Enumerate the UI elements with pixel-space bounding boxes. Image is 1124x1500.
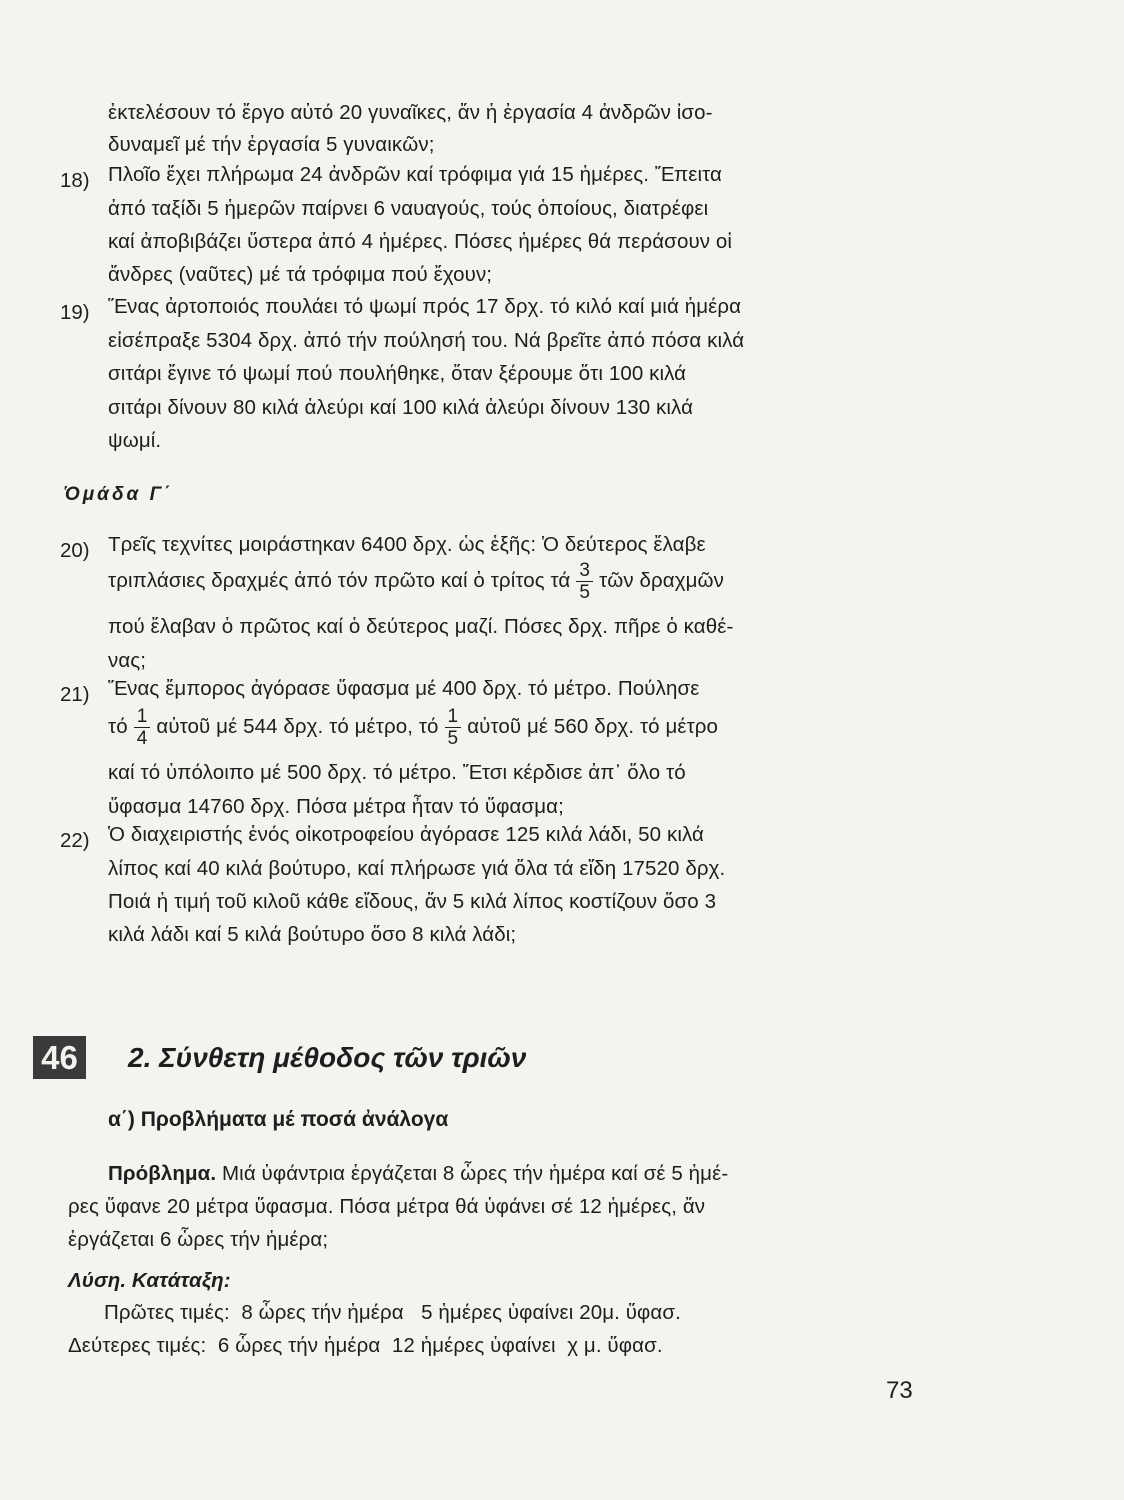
text-line: σιτάρι ἔγινε τό ψωμί πού πουλήθηκε, ὅταν ξέρουμε ὅτι 100 κιλά [108,362,687,385]
fraction [134,706,151,749]
text-line: Ποιά ἡ τιμή τοῦ κιλοῦ κάθε εἴδους, ἄν 5 κιλά λίπος κοστίζουν ὅσο 3 [108,890,717,913]
text-segment: Μιά ὑφάντρια ἐργάζεται 8 ὧρες τήν ἡμέρα καί σέ 5 ἡμέ- [216,1162,729,1185]
text-segment: αὐτοῦ μέ 544 δρχ. τό μέτρο, τό [156,714,439,738]
text-line: ἄνδρες (ναῦτες) μέ τά τρόφιμα πού ἔχουν; [108,263,493,286]
text-line: καί τό ὑπόλοιπο μέ 500 δρχ. τό μέτρο. Ἔτσι κέρδισε ἀπ᾿ ὅλο τό [108,761,686,784]
fraction-numerator: 3 [576,560,593,582]
subsection-title: α΄) Προβλήματα μέ ποσά ἀνάλογα [108,1108,449,1131]
text-line: Πλοῖο ἔχει πλήρωμα 24 ἀνδρῶν καί τρόφιμα γιά 15 ἡμέρες. Ἔπειτα [108,163,722,186]
fraction-denominator: 5 [447,728,459,749]
text-segment: τό [108,714,128,738]
text-line: Ἕνας ἔμπορος ἀγόρασε ὕφασμα μέ 400 δρχ. τό μέτρο. Πούλησε [108,677,700,700]
text-line-with-fractions [108,706,718,749]
text-line: πού ἔλαβαν ὁ πρῶτος καί ὁ δεύτερος μαζί. Πόσες δρχ. πῆρε ὁ καθέ- [108,615,734,638]
fraction-denominator: 4 [136,728,148,749]
text-line: ἐκτελέσουν τό ἔργο αὐτό 20 γυναῖκες, ἄν ἡ ἐργασία 4 ἀνδρῶν ἰσο- [108,101,713,124]
text-segment: αὐτοῦ μέ 560 δρχ. τό μέτρο [467,714,719,738]
solution-label: Λύση. Κατάταξη: [68,1269,231,1292]
text-line: Ὁ διαχειριστής ἑνός οἰκοτροφείου ἀγόρασε 125 κιλά λάδι, 50 κιλά [108,823,704,846]
text-line: ἀπό ταξίδι 5 ἡμερῶν παίρνει 6 ναυαγούς, τούς ὁποίους, διατρέφει [108,197,709,220]
problem-number-22: 22) [60,829,90,852]
text-line: ψωμί. [108,429,162,452]
section-title: 2. Σύνθετη μέθοδος τῶν τριῶν [128,1042,527,1073]
fraction-numerator: 1 [134,706,151,728]
problem-number-18: 18) [60,169,90,192]
text-line: ἐργάζεται 6 ὧρες τήν ἡμέρα; [68,1228,329,1251]
text-line: δυναμεῖ μέ τήν ἐργασία 5 γυναικῶν; [108,133,435,156]
solution-row-second: Δεύτερες τιμές: 6 ὧρες τήν ἡμέρα 12 ἡμέρες ὑφαίνει χ μ. ὕφασ. [68,1334,663,1357]
fraction-denominator: 5 [579,582,591,603]
fraction [445,706,462,749]
page-number: 73 [886,1377,913,1404]
text-line: καί ἀποβιβάζει ὕστερα ἀπό 4 ἡμέρες. Πόσες ἡμέρες θά περάσουν οἱ [108,230,733,253]
text-segment: τῶν δραχμῶν [599,568,724,592]
solution-row-first: Πρῶτες τιμές: 8 ὧρες τήν ἡμέρα 5 ἡμέρες ὑφαίνει 20μ. ὕφασ. [104,1301,681,1324]
text-line: σιτάρι δίνουν 80 κιλά ἀλεύρι καί 100 κιλά ἀλεύρι δίνουν 130 κιλά [108,396,694,419]
problem-number-20: 20) [60,539,90,562]
text-line: ὕφασμα 14760 δρχ. Πόσα μέτρα ἦταν τό ὕφασμα; [108,795,564,818]
section-number-badge: 46 [33,1036,86,1079]
text-line: λίπος καί 40 κιλά βούτυρο, καί πλήρωσε γιά ὅλα τά εἴδη 17520 δρχ. [108,857,726,880]
text-line: νας; [108,649,147,672]
problem-label: Πρόβλημα. [108,1162,217,1185]
text-line: Τρεῖς τεχνίτες μοιράστηκαν 6400 δρχ. ὡς ἑξῆς: Ὁ δεύτερος ἔλαβε [108,533,706,556]
fraction-numerator: 1 [445,706,462,728]
text-line: ρες ὕφανε 20 μέτρα ὕφασμα. Πόσα μέτρα θά ὑφάνει σέ 12 ἡμέρες, ἄν [68,1195,706,1218]
text-line: εἰσέπραξε 5304 δρχ. ἀπό τήν πούλησή του. Νά βρεῖτε ἀπό πόσα κιλά [108,329,745,352]
text-line: Ἕνας ἀρτοποιός πουλάει τό ψωμί πρός 17 δρχ. τό κιλό καί μιά ἡμέρα [108,295,742,318]
problem-number-21: 21) [60,683,90,706]
group-heading: Ὁμάδα Γ΄ [64,484,174,505]
text-segment: τριπλάσιες δραχμές ἀπό τόν πρῶτο καί ὁ τρίτος τά [108,568,571,592]
problem-statement-line [108,1161,728,1187]
problem-number-19: 19) [60,301,90,324]
fraction [576,560,593,603]
text-line-with-fraction [108,560,724,603]
text-line: κιλά λάδι καί 5 κιλά βούτυρο ὅσο 8 κιλά λάδι; [108,923,517,946]
